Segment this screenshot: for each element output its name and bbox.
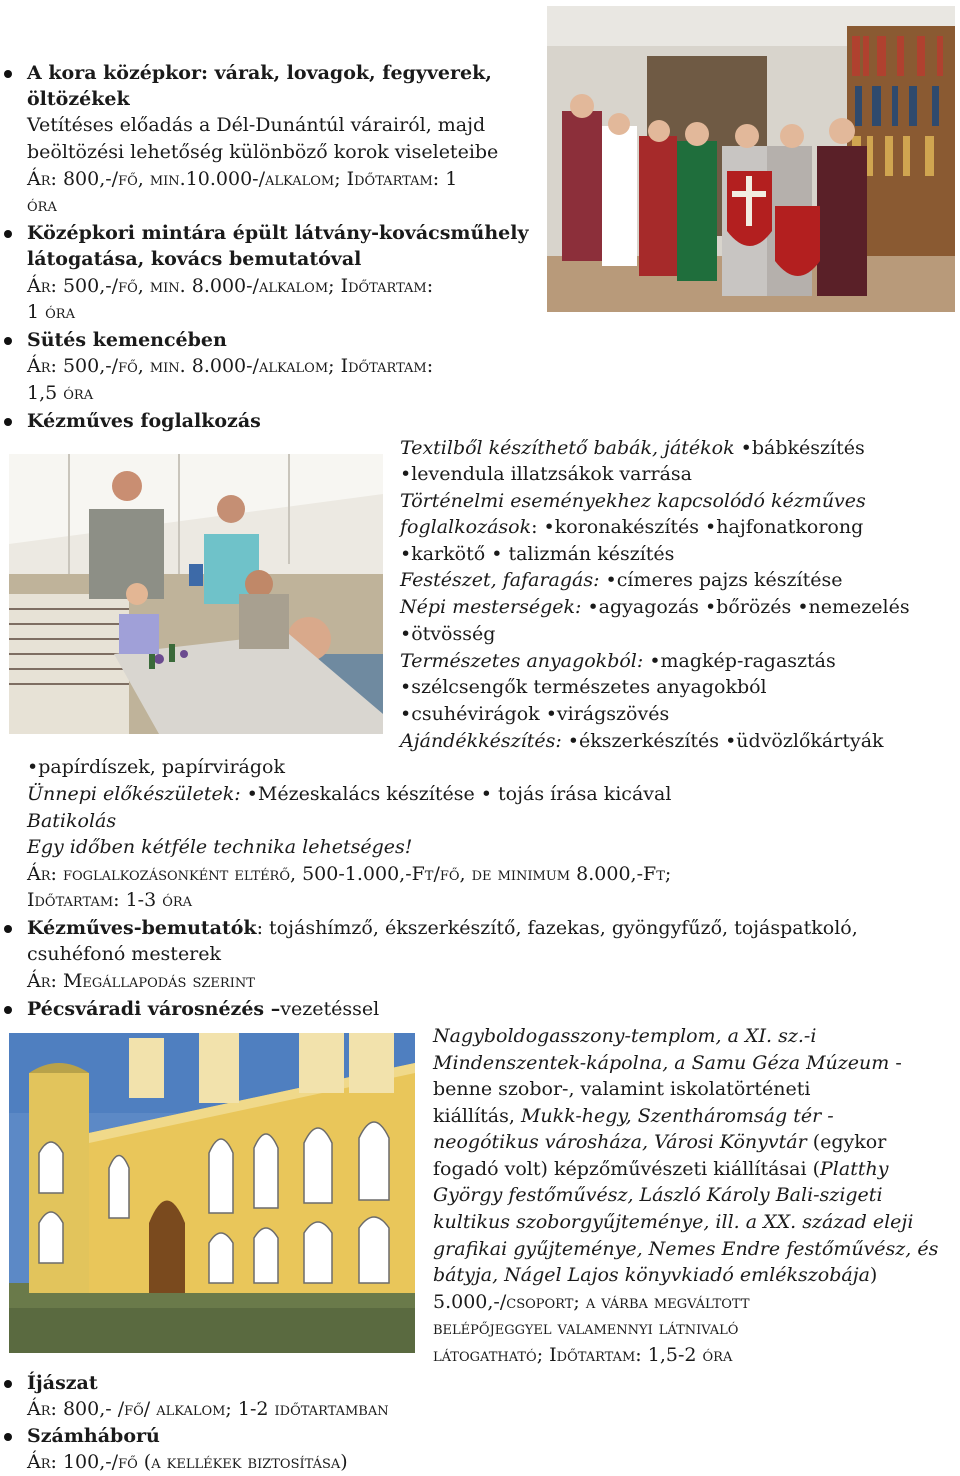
craft-items: •ékszerkészítés •üdvözlőkártyák — [561, 730, 884, 752]
craft-note: Egy időben kétféle technika lehetséges! — [27, 836, 413, 858]
sight-line — [433, 1050, 902, 1077]
sight-line — [433, 1103, 834, 1130]
program-price: 1 óra — [27, 301, 75, 323]
craft-items: •levendula illatzsákok varrása — [400, 463, 693, 485]
program-price: Ár: 100,-/fő (a kellékek biztosítása) — [27, 1451, 348, 1473]
craft-category: Természetes anyagokból: — [400, 650, 644, 672]
program-description: beöltözési lehetőség különböző korok viseleteibe — [27, 141, 499, 163]
program-price: Ár: 800,- /fő/ alkalom; 1-2 időtartamban — [27, 1398, 389, 1420]
program-price: belépőjeggyel valamennyi látnivaló — [433, 1317, 739, 1339]
program-title: A kora középkor: várak, lovagok, fegyverek, — [27, 62, 492, 84]
craft-items: •agyagozás •bőrözés •nemezelés — [581, 596, 910, 618]
craft-items: •karkötő • talizmán készítés — [400, 543, 675, 565]
program-price: Ár: foglalkozásonként eltérő, 500-1.000,-Ft/fő, de minimum 8.000,-Ft; — [27, 863, 672, 885]
craft-row — [400, 435, 865, 462]
program-title: Kézműves foglalkozás — [27, 410, 261, 432]
craft-category: Ajándékkészítés: — [400, 730, 562, 752]
program-description: : tojáshímző, ékszerkészítő, fazekas, gyöngyfűző, tojáspatkoló, — [256, 917, 858, 939]
craft-row — [27, 781, 671, 808]
bullet — [4, 418, 12, 426]
program-title-rest: vezetéssel — [280, 998, 380, 1020]
sight-text: fogadó volt) képzőművészeti kiállításai ( — [433, 1158, 821, 1180]
sight-name: bátyja, Nágel Lajos könyvkiadó emlékszobája — [433, 1264, 870, 1286]
sight-line: Nagyboldogasszony-templom, a XI. sz.-i — [433, 1025, 817, 1047]
program-price: Ár: Megállapodás szerint — [27, 970, 255, 992]
program-price: Ár: 500,-/fő, min. 8.000-/alkalom; Időtartam: — [27, 355, 434, 377]
medieval-costume-photo — [547, 6, 955, 312]
craft-row — [400, 567, 843, 594]
program-title: látogatása, kovács bemutatóval — [27, 248, 362, 270]
craft-category: foglalkozások — [400, 516, 532, 538]
sight-line — [433, 1262, 877, 1289]
craft-items: •ötvösség — [400, 623, 496, 645]
craft-items: •papírdíszek, papírvirágok — [27, 756, 286, 778]
sight-line: benne szobor-, valamint iskolatörténeti — [433, 1078, 811, 1100]
craft-items: : •koronakészítés •hajfonatkorong — [531, 516, 864, 538]
craft-category: Festészet, fafaragás: — [400, 569, 600, 591]
craft-category: Népi mesterségek: — [400, 596, 582, 618]
craft-items: •csuhévirágok •virágszövés — [400, 703, 670, 725]
craft-category: Batikolás — [27, 810, 117, 832]
program-title: Számháború — [27, 1425, 160, 1447]
craft-items: •magkép-ragasztás — [643, 650, 836, 672]
bullet — [4, 70, 12, 78]
bullet — [4, 230, 12, 238]
craft-row — [400, 514, 863, 541]
craft-items: •címeres pajzs készítése — [599, 569, 843, 591]
program-price: látogatható; Időtartam: 1,5-2 óra — [433, 1344, 733, 1366]
bullet — [4, 1380, 12, 1388]
craft-category: Ünnepi előkészületek: — [27, 783, 241, 805]
program-title: Kézműves-bemutatók — [27, 917, 257, 939]
sight-name: Mindenszentek-kápolna, a Samu Géza Múzeum — [433, 1052, 890, 1074]
program-row — [27, 996, 379, 1023]
sight-text: ) — [869, 1264, 878, 1286]
program-price: 1,5 óra — [27, 382, 94, 404]
bullet — [4, 1006, 12, 1014]
program-description: Vetítéses előadás a Dél-Dunántúl várairól, majd — [27, 114, 486, 136]
program-price: Ár: 500,-/fő, min. 8.000-/alkalom; Időtartam: — [27, 275, 434, 297]
sight-line — [433, 1129, 886, 1156]
program-title: Pécsváradi városnézés – — [27, 998, 281, 1020]
sight-line: kultikus szoborgyűjteménye, ill. a XX. század eleji — [433, 1211, 914, 1233]
bullet — [4, 337, 12, 345]
sight-separator: - — [889, 1052, 902, 1074]
sight-text: kiállítás, — [433, 1105, 521, 1127]
bullet — [4, 1433, 12, 1441]
program-price: Időtartam: 1-3 óra — [27, 889, 193, 911]
sight-name: Platthy — [820, 1158, 889, 1180]
bullet — [4, 925, 12, 933]
program-price: 5.000,-/csoport; a várba megváltott — [433, 1291, 750, 1313]
craft-items: •bábkészítés — [740, 437, 865, 459]
program-title: Sütés kemencében — [27, 329, 227, 351]
program-price: óra — [27, 194, 57, 216]
craft-row — [400, 728, 884, 755]
program-title: Íjászat — [27, 1372, 98, 1394]
sight-line: grafikai gyűjteménye, Nemes Endre festőművész, és — [433, 1238, 939, 1260]
sight-name: neogótikus városháza, Városi Könyvtár — [433, 1131, 807, 1153]
program-description: csuhéfonó mesterek — [27, 943, 222, 965]
craft-items: •Mézeskalács készítése • tojás írása kicával — [240, 783, 672, 805]
craft-row — [400, 648, 836, 675]
sight-line: György festőművész, László Károly Bali-szigeti — [433, 1184, 883, 1206]
craft-category: Történelmi eseményekhez kapcsolódó kézműves — [400, 490, 866, 512]
sight-text: (egykor — [806, 1131, 887, 1153]
craft-category: Textilből készíthető babák, játékok — [400, 437, 735, 459]
program-title: Középkori mintára épült látvány-kovácsműhely — [27, 222, 529, 244]
program-price: Ár: 800,-/fő, min.10.000-/alkalom; Időtartam: 1 — [27, 168, 458, 190]
program-title: öltözékek — [27, 88, 130, 110]
sight-line — [433, 1156, 888, 1183]
craft-workshop-photo — [9, 454, 383, 734]
town-hall-photo — [9, 1033, 415, 1353]
craft-row — [400, 594, 910, 621]
sight-name: Mukk-hegy, Szentháromság tér - — [520, 1105, 834, 1127]
craft-items: •szélcsengők természetes anyagokból — [400, 676, 767, 698]
program-row — [27, 915, 858, 942]
